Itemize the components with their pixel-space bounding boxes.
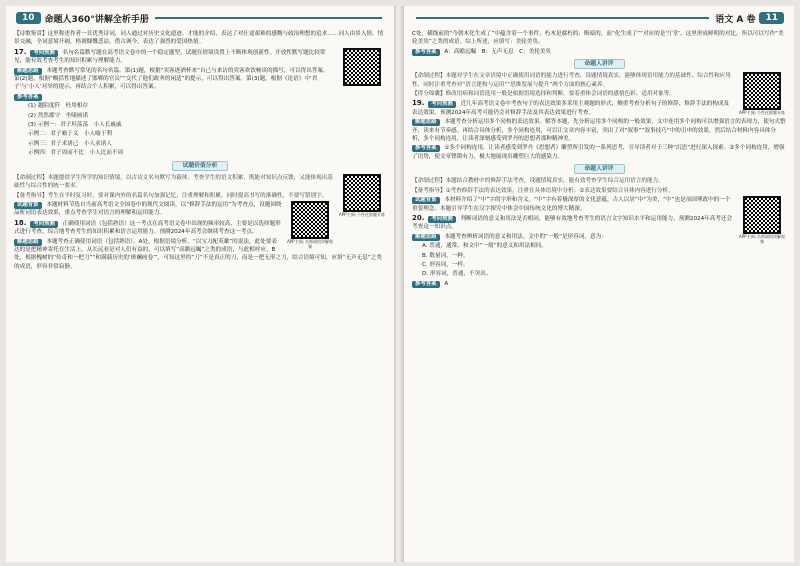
- section-tag: 解题思路: [14, 68, 42, 75]
- qr-block: [286, 201, 334, 249]
- solution-text: C处，横线前的“今朝木化生成了”中蕴含着一个事件，朽木是腐朽的、晦暗的，而“化生成了”“对应的是‘厅堂’，这里形成鲜明的对比，所以可以写作“美轮美奂”之类的成语。综上所述，应填写：美轮美奂。: [412, 31, 784, 46]
- question-text: 判断词语的意义和用法是否相同，能够有效地考查考生的语言文字知识水平和运用能力，预测2024年高考还会考查这一知识点。: [412, 215, 733, 231]
- answer-line: (2) 然然郡守 坐啸画诺: [28, 112, 89, 119]
- qr-block: [738, 72, 786, 115]
- background-text: 本题材料节选自当前高考语文全国卷中的现代文阅读，以“修辞手法的运用”为考查点，设题围绕品析词语表达效果，重点考查学生对语言的理解和运用能力。: [14, 201, 282, 217]
- option-line: A. 普通，通常。和文中“一般”的意义和用法相同。: [422, 243, 547, 250]
- qr-block: [338, 174, 386, 217]
- left-page-header: [12, 10, 388, 26]
- qr-caption: APP 扫码 名师面授讲解视频: [286, 238, 334, 249]
- qr-code-icon[interactable]: [343, 174, 381, 212]
- answer-line: 示例二：君子喻于义 小人喻于利: [28, 131, 112, 138]
- qr-code-icon[interactable]: [343, 48, 381, 86]
- section-tag: 试题背景: [412, 197, 440, 204]
- section-tag: 试题背景: [14, 202, 42, 209]
- section-tag: 参考答案: [412, 49, 440, 56]
- section-tag: 解题思路: [412, 234, 440, 241]
- answer-line: (3) 示例一：君子坦荡荡 小人长戚戚: [28, 122, 122, 129]
- score-tips: 【得分锦囊】修改语病和词语选用一般是根据语境选择和判断。要着重体会词语的感情色彩、适用对象等。: [412, 91, 675, 98]
- answer-text: A：高瞻远瞩 B：无声无息 C：美轮美奂: [444, 48, 552, 55]
- prep-guide: 【备考指导】考生在平时复习时，要对课内外的名篇名句加强记忆，注重理解和积累，同时提高书写的准确性，不要写错别字。: [14, 192, 328, 199]
- left-page: [6, 6, 394, 562]
- qr-code-icon[interactable]: [291, 201, 329, 239]
- qr-code-icon[interactable]: [743, 196, 781, 234]
- section-tag: 参考答案: [412, 145, 440, 152]
- section-tag: 参考答案: [14, 94, 42, 101]
- creation-note: 【命制过程】本题结合教材中的修辞手法考查，设题情境真实，能有效考查学生综合运用语言的能力。: [412, 178, 664, 185]
- option-line: C. 形容词，一样。: [422, 261, 469, 268]
- solution-text: 本题考查分析运用多个同构的表达效果。解答本题，先分析运用多个同构的一般效果，文中连用多个同构可以增强语言的表现力，使句式整齐，读来有节奏感。再结合具体分析，多个同构连用，可以让文章内容丰富，突出了对“叙事”“叙事技巧”中的引申的效果。然后结合材料内容具体分析，多个同构连用，让读者深刻感受到罗丹的思想者那种精神美。: [412, 119, 786, 143]
- solution-text: 本题考查正确使用词语（包括熟语）。A处，根据语境分析，“以宝刀配英雄”的说法，此处要表达的是把精神寄托在生活上，从长远看是对人们有益的，可以填写“高瞻远瞩”之类的成语，与此相呼应。B处，根据槐树的“传奇和一把刀”“和满载历史的‘斑斓画卷’”，可知这里的“刀”不是真正的刀，而是一把无形之刀，结合语境可知，应填“无声无息”之类的成语，形容非常寂静。: [14, 238, 382, 270]
- qr-caption: APP 扫码 名师面授讲解视频: [738, 234, 786, 245]
- qr-caption: APP 扫码 个性化错题专练: [338, 211, 386, 217]
- answer-line: 示例三：君子求诸己 小人求诸人: [28, 140, 112, 147]
- book-gutter: [394, 6, 404, 562]
- section-tag: 解题思路: [14, 239, 42, 246]
- section-tag: 解题思路: [412, 119, 440, 126]
- qr-caption: APP 扫码 个性化错题专练: [738, 110, 786, 116]
- section-tag: 考向预测: [30, 50, 58, 57]
- section-tag: 考向预测: [30, 221, 58, 228]
- right-page-header: [410, 10, 788, 26]
- left-page-number: 10: [16, 12, 41, 24]
- prep-guide: 【备考指导】①考查修辞手法的表达效果，注重在具体语境中分析；②表达效果要结合具体内容进行分析。: [412, 187, 674, 194]
- right-header-title: 语文 A 卷: [715, 14, 756, 25]
- section-tag: 参考答案: [412, 281, 440, 288]
- question-text: 近几年高考语文卷中考查句子的表达效果多采用主观题的形式，侧重考查分析句子的修辞、修辞手法的构成及表达效果，预测2024年高考可能仍会对修辞手法及其表达效果进行考查。: [412, 101, 730, 116]
- header-rule: [155, 17, 382, 19]
- question-number: 20.: [412, 213, 425, 222]
- right-page-content: [412, 30, 786, 556]
- section-tag: 考向预测: [428, 216, 456, 223]
- qr-block: [338, 48, 386, 86]
- right-page: [404, 6, 794, 562]
- section-banner: 命题人讲评: [412, 164, 786, 174]
- left-page-content: [14, 30, 386, 556]
- qr-block: [738, 196, 786, 244]
- solution-text: 本题考查默写常见的名句名篇。第(1)题，根据“宾客逐酒杯来”自己与来访的宾客欢饮畅谈的描写，可以得出答案。第(2)题，根据“概括性地描述了邯郸的官员”“交代了他们政务的闲适”的提示，可以得出答案。第(3)题，根据《论语》中‘君子’与‘小人’对举的提示，再结合个人积累，可以得出答案。: [14, 67, 329, 91]
- option-line: D. 形容词，普通，不突出。: [422, 271, 492, 278]
- answer-text: ①多个同构连用，让读者感受到罗丹《思想者》雕塑所引发的一系列思考，引导读者对于三种“沉思”进行深入探索。②多个同构连用，增强了语势，使文章铿锵有力，极大地展现出雕塑巨大的感染力。: [412, 145, 785, 160]
- answer-line: (1) 越陌度阡 枉用相存: [28, 103, 89, 110]
- right-page-number: 11: [759, 12, 784, 24]
- question-text: 正确使用词语（包括熟语）这一考点在高考语文卷中出现的频率较高，主要是以选择题形式进行考查，综合地考查考生的知识积累和语言运用能力。预测2024年高考会继续考查这一考点。: [14, 220, 281, 236]
- header-rule: [416, 17, 709, 19]
- qr-code-icon[interactable]: [743, 72, 781, 110]
- creation-note: 【命制过程】本题提供学生所学的知识情境，以古诗文名句默写为载体，考查学生的语文积累，既能对知识点反馈，又能体现出基础性与综合性的统一要求。: [14, 174, 333, 190]
- left-header-title: 命题人360°讲解全析手册: [44, 14, 149, 25]
- question-text: 名句名篇默写题在高考语文卷中的一个稳定题型，试题在情境设置上不断体现创新性。开放性默写题比较常见，能有效考查考生的知识积累与理解能力。: [14, 49, 326, 65]
- answer-line: 示例四：君子周而不比 小人比而不周: [28, 150, 124, 157]
- solution-text: 本题考查辨析词语的意义和用法。文中的“一般”是形容词，意为：: [444, 233, 607, 240]
- creation-note: 【命制过程】本题对学生在文章语境中正确使用词语的能力进行考查，设题情境真实，能够体现语用能力的基础性、综合性和应用性，同时注重考查对“语言建构与运用”“思维发展与提升”两个方面的核心素养。: [412, 73, 731, 88]
- background-text: 本材料介绍了“中”字的字形和含义。“中”字有着极深厚的文化意蕴，古人以居“中”为美，“中”也是治国理政中的一个重要理念。本题引导学生在汉字探究中体会中国传统文化的博大精深。: [412, 197, 731, 212]
- answer-text: A: [444, 280, 449, 287]
- section-banner: 试题价值分析: [14, 161, 386, 171]
- question-number: 17.: [14, 47, 27, 56]
- section-banner: 命题人讲评: [412, 59, 786, 69]
- option-line: B. 数量词，一种。: [422, 252, 469, 259]
- question-number: 18.: [14, 218, 27, 227]
- section-tag: 考向预测: [428, 101, 456, 108]
- question-number: 19.: [412, 99, 425, 108]
- poem-analysis: 【诗歌鉴赏】这里称述作者一首优秀诗词，词人通过对历史文化遗迹、才能的介绍，表达了对仕途艰难的感慨与政治理想的追求……词人由景入情，情景交融，全词意境开阔，格调慷慨悲凉，借古讽今，表达了强烈的爱国热情。: [14, 31, 384, 46]
